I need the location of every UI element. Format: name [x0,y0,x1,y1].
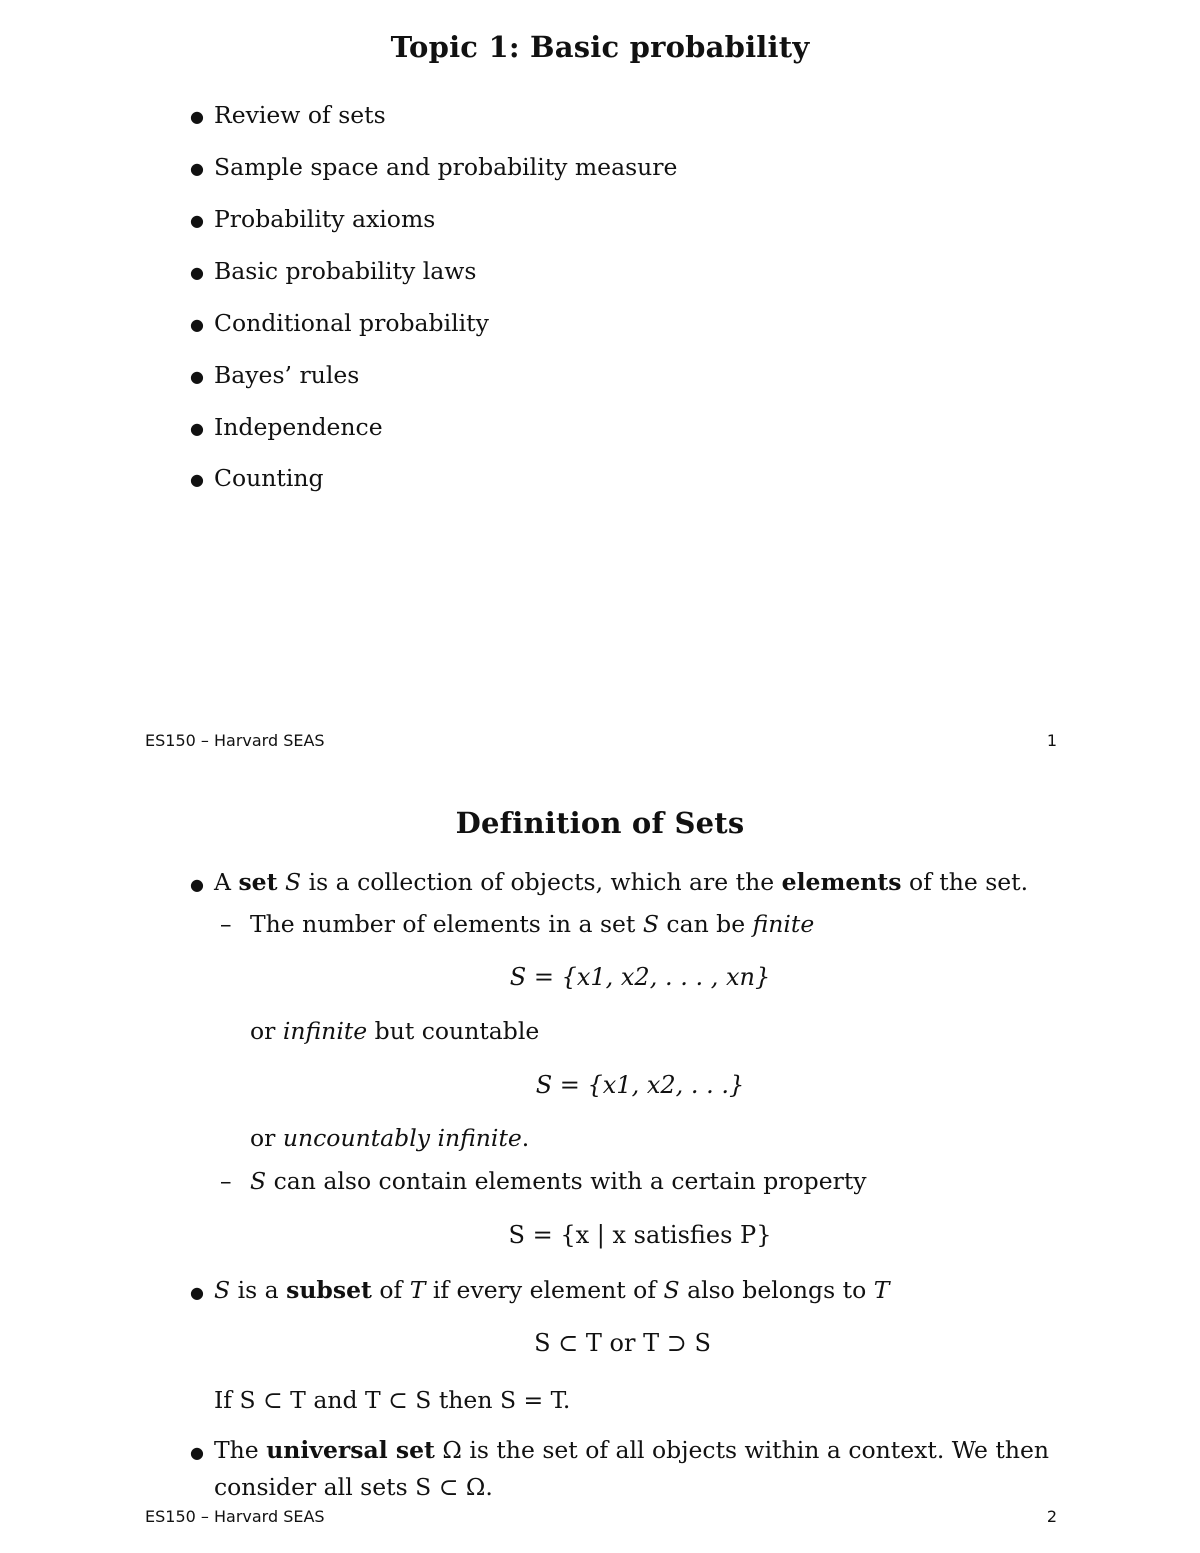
equation-property: S = {x | x satisfies P} [508,1221,772,1249]
universal-set-definition: The universal set Ω is the set of all objects within a context. We then [214,1436,1050,1464]
bullet-icon: ● [190,1283,204,1302]
bullet-icon: ● [190,315,204,334]
page-number: 2 [1046,1507,1057,1526]
list-item: Bayes’ rules [214,361,360,389]
slide-title: Definition of Sets [455,806,745,840]
equation-finite: S = {x1, x2, . . . , xn} [509,963,771,991]
slide-title: Topic 1: Basic probability [390,30,810,64]
dash-icon: – [220,912,232,938]
bullet-icon: ● [190,107,204,126]
bullet-icon: ● [190,875,204,894]
set-definition: A set S is a collection of objects, which are the elements of the set. [214,868,1029,896]
subset-definition: S is a subset of T if every element of S also belongs to T [214,1276,890,1304]
uncountable-line: or uncountably infinite. [250,1124,530,1152]
bullet-icon: ● [190,159,204,178]
bullet-icon: ● [190,1443,204,1462]
infinite-line: or infinite but countable [250,1017,540,1045]
page-number: 1 [1046,731,1057,750]
bullet-icon: ● [190,367,204,386]
equality-line: If S ⊂ T and T ⊂ S then S = T. [214,1386,571,1414]
footer-course: ES150 – Harvard SEAS [145,1507,325,1526]
list-item: Conditional probability [214,309,489,337]
bullet-icon: ● [190,263,204,282]
property-line: S can also contain elements with a certain property [250,1167,867,1195]
bullet-icon: ● [190,211,204,230]
list-item: Basic probability laws [214,257,477,285]
slide-1 [0,0,1200,776]
list-item: Independence [214,413,383,441]
slide-2 [0,776,1200,1553]
list-item: Probability axioms [214,205,436,233]
footer-course: ES150 – Harvard SEAS [145,731,325,750]
bullet-icon: ● [190,470,204,489]
dash-icon: – [220,1169,232,1195]
equation-subset: S ⊂ T or T ⊃ S [534,1329,711,1357]
list-item: Sample space and probability measure [214,153,678,181]
bullet-icon: ● [190,419,204,438]
list-item: Review of sets [214,101,386,129]
finite-line: The number of elements in a set S can be finite [250,910,815,938]
universal-set-line2: consider all sets S ⊂ Ω. [214,1473,493,1501]
equation-countable: S = {x1, x2, . . .} [535,1071,745,1099]
list-item: Counting [214,464,324,492]
